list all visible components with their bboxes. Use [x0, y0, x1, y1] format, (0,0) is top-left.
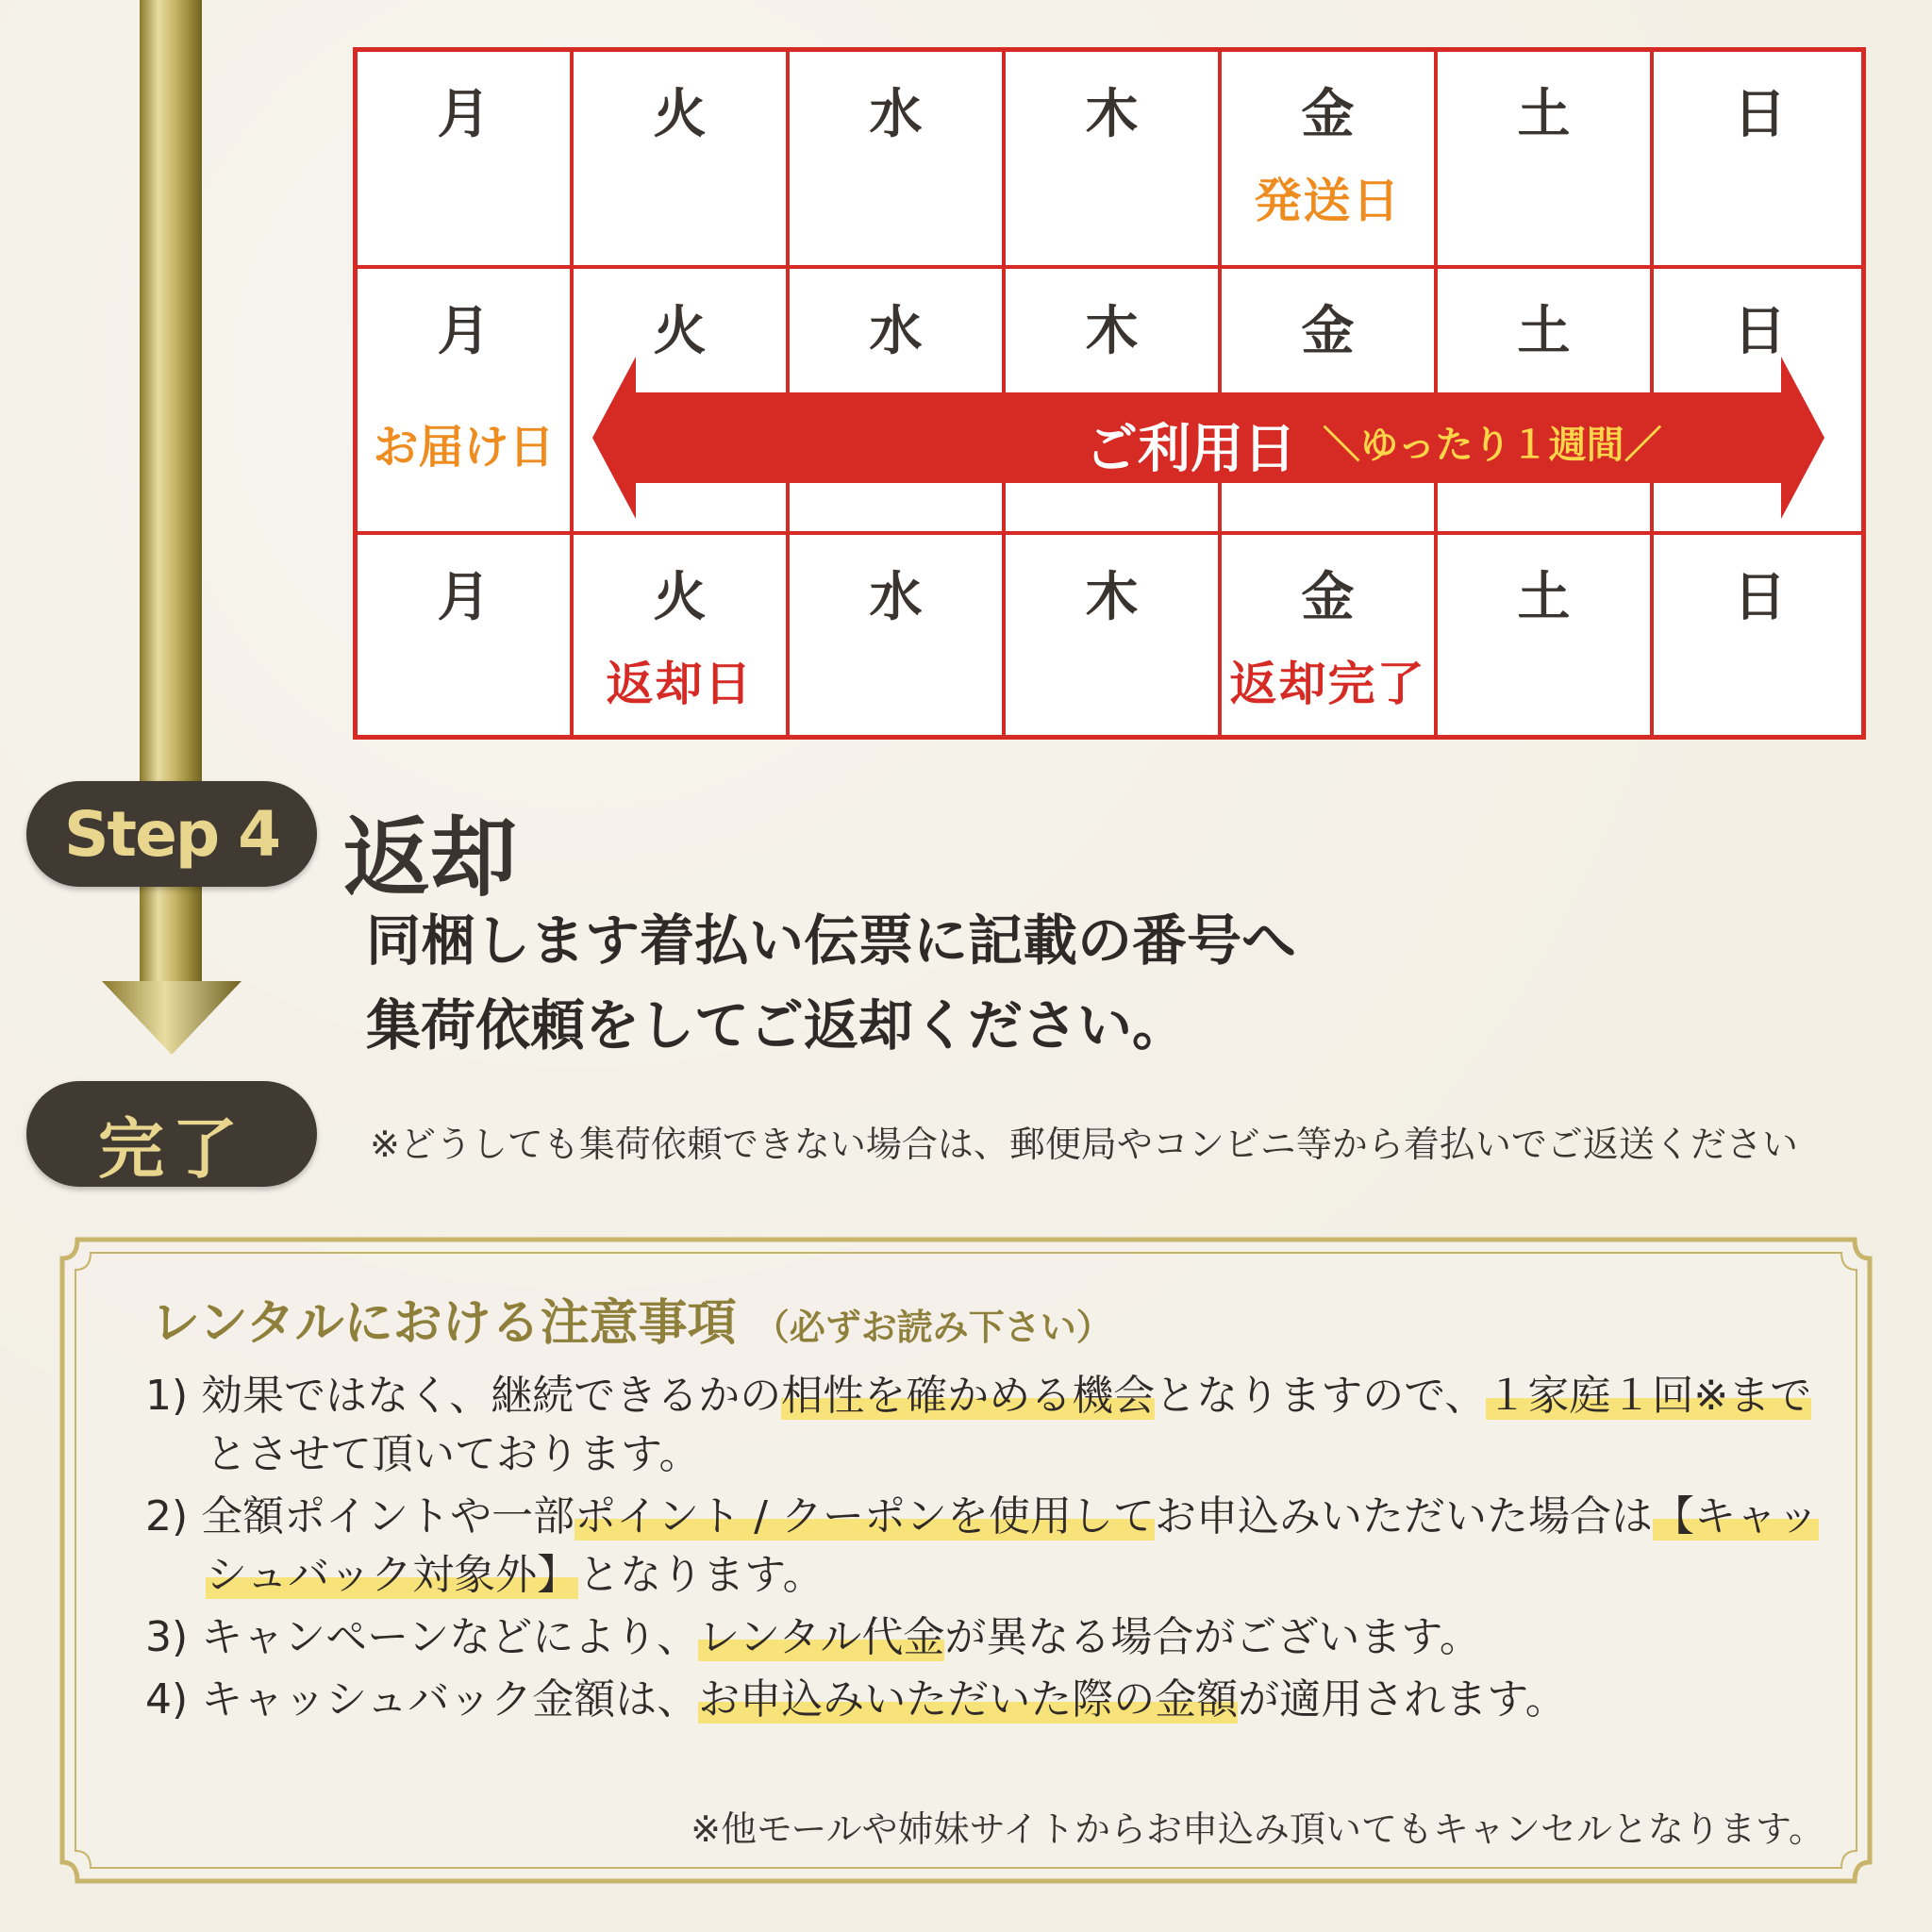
item-text: キャッシュバック金額は、 [201, 1675, 699, 1724]
item-text: が適用されます。 [1238, 1675, 1567, 1724]
day-label: 木 [1085, 301, 1139, 362]
calendar-cell [358, 535, 574, 740]
day-label: 金 [1301, 84, 1355, 145]
day-label: 水 [869, 567, 923, 628]
delivery-day-label: お届け日 [373, 421, 555, 474]
item-highlight: シュバック対象外】 [206, 1551, 579, 1599]
day-label: 月 [437, 84, 491, 145]
item-number: 1) [145, 1372, 189, 1420]
day-label: 火 [653, 301, 707, 362]
item-number: 3) [145, 1613, 189, 1661]
calendar-cell [358, 269, 574, 531]
item-highlight: 相性を確かめる機会 [781, 1372, 1156, 1420]
calendar-cell [790, 535, 1006, 740]
item-highlight: ポイント / クーポンを使用して [575, 1492, 1155, 1541]
step4-badge [26, 781, 317, 887]
day-label: 火 [653, 567, 707, 628]
day-label: 日 [1733, 84, 1787, 145]
day-label: 土 [1517, 567, 1571, 628]
calendar-week-3 [358, 535, 1861, 740]
day-label: 木 [1085, 567, 1139, 628]
return-day-label: 返却日 [606, 657, 754, 711]
day-label: 水 [869, 301, 923, 362]
day-label: 月 [437, 301, 491, 362]
notice-title [151, 1283, 1112, 1354]
calendar-cell [1222, 535, 1438, 740]
item-highlight: レンタル代金 [698, 1613, 945, 1661]
calendar-cell [358, 52, 574, 265]
day-label: 木 [1085, 84, 1139, 145]
item-text: となりますので、 [1155, 1372, 1487, 1420]
calendar-cell [1438, 535, 1654, 740]
day-label: 土 [1517, 301, 1571, 362]
calendar-cell [1222, 52, 1438, 265]
item-number: 2) [145, 1492, 189, 1541]
done-badge [26, 1081, 317, 1187]
calendar-cell [1438, 52, 1654, 265]
ship-day-label: 発送日 [1254, 174, 1402, 228]
day-label: 日 [1733, 567, 1787, 628]
usage-day-label: ご利用日 [1085, 419, 1296, 480]
notice-item-3 [145, 1607, 1481, 1668]
item-text: キャンペーンなどにより、 [201, 1613, 699, 1661]
item-text: とさせて頂いております。 [206, 1430, 701, 1478]
notice-title-main: レンタルにおける注意事項 [151, 1295, 737, 1352]
notice-footer: ※他モールや姉妹サイトからお申込み頂いてもキャンセルとなります。 [691, 1808, 1824, 1850]
step4-description-line2: 集荷依頼をしてご返却ください。 [366, 993, 1188, 1058]
usage-period-note: ＼ゆったり１週間／ [1323, 424, 1662, 467]
notice-item-2-cont [206, 1545, 824, 1606]
item-highlight: １家庭１回※まで [1486, 1372, 1812, 1420]
notice-item-2 [145, 1487, 1819, 1547]
gold-arrow-head [102, 981, 242, 1057]
item-text: が異なる場合がございます。 [944, 1613, 1481, 1661]
step4-description-line1: 同梱します着払い伝票に記載の番号へ [366, 908, 1297, 973]
return-complete-label: 返却完了 [1229, 657, 1426, 711]
day-label: 土 [1517, 84, 1571, 145]
done-note: ※どうしても集荷依頼できない場合は、郵便局やコンビニ等から着払いでご返送ください [370, 1124, 1798, 1165]
notice-item-1-cont [206, 1424, 700, 1485]
item-highlight: 【キャッ [1652, 1492, 1819, 1541]
step4-title: 返却 [343, 808, 518, 908]
done-badge-label: 完了 [98, 1110, 245, 1188]
calendar-cell [1006, 52, 1222, 265]
step4-badge-label: Step 4 [64, 798, 279, 871]
calendar-cell [574, 535, 790, 740]
calendar-cell [790, 52, 1006, 265]
notice-title-sub: （必ずお読み下さい） [753, 1307, 1112, 1348]
day-label: 月 [437, 567, 491, 628]
calendar-cell [1654, 52, 1866, 265]
calendar-cell [1006, 535, 1222, 740]
item-text: となります。 [578, 1551, 824, 1599]
item-text: お申込みいただいた場合は [1154, 1492, 1653, 1541]
day-label: 金 [1301, 567, 1355, 628]
notice-item-4 [145, 1670, 1567, 1730]
day-label: 金 [1301, 301, 1355, 362]
item-text: 全額ポイントや一部 [201, 1492, 575, 1541]
calendar-cell [1654, 535, 1866, 740]
item-text: 効果ではなく、継続できるかの [201, 1372, 782, 1420]
notice-item-1 [145, 1366, 1811, 1426]
item-number: 4) [145, 1675, 189, 1724]
item-highlight: お申込みいただいた際の金額 [698, 1675, 1239, 1724]
calendar-cell [574, 52, 790, 265]
day-label: 水 [869, 84, 923, 145]
calendar-week-1 [358, 52, 1861, 269]
day-label: 日 [1733, 301, 1787, 362]
day-label: 火 [653, 84, 707, 145]
